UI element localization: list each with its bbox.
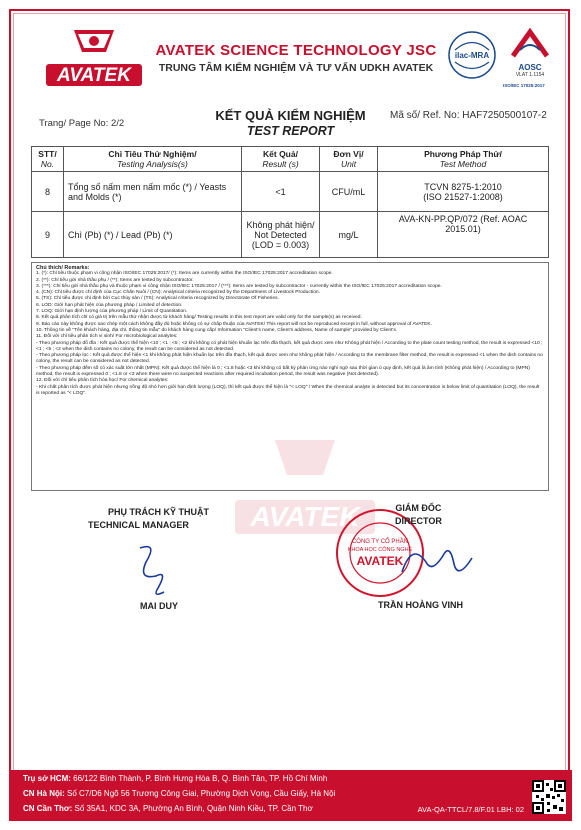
ilac-mra-logo — [447, 30, 497, 80]
remarks-box — [31, 262, 549, 491]
form-code: AVA-QA-TTCL/7.8/F.01 LBH: 02 — [417, 805, 524, 814]
avatek-logo — [44, 22, 144, 104]
cell-method: TCVN 8275-1:2010 (ISO 21527-1:2008) — [378, 172, 549, 212]
table-row — [32, 212, 549, 258]
remark-line: 12. Đối với chỉ tiêu phân tích hóa học/ For chemical analytes: — [36, 378, 169, 384]
table-row — [32, 172, 549, 212]
company-name: AVATEK SCIENCE TECHNOLOGY JSC — [155, 42, 437, 59]
director-signature — [392, 532, 482, 592]
remark-line: 1. (*): Chỉ tiêu thuộc phạm vi công nhận ISO/IEC 17025:2017/ (*): Items are currently within the ISO/IEC 17025:2017 accreditation scope. — [36, 271, 333, 277]
accred-caption: ISO/IEC 17025:2017 — [503, 83, 545, 88]
watermark-text: AVATEK — [250, 501, 360, 532]
cell-unit: mg/L — [320, 212, 378, 258]
company-subtitle: TRUNG TÂM KIỂM NGHIỆM VÀ TƯ VẤN UDKH AVATEK — [158, 62, 434, 74]
results-table — [31, 146, 549, 258]
technical-manager-name: MAI DUY — [140, 601, 178, 611]
aosc-code: VLAT 1.1154 — [515, 72, 545, 78]
technical-manager-title: PHỤ TRÁCH KỸ THUẬT TECHNICAL MANAGER — [88, 507, 209, 530]
cell-no: 9 — [32, 212, 64, 258]
cell-result: Không phát hiện/ Not Detected (LOD = 0.003) — [242, 212, 320, 258]
cell-method: AVA-KN-PP.QP/072 (Ref. AOAC 2015.01) — [378, 212, 549, 258]
table-header-row — [32, 147, 549, 172]
remark-line: 2. (**): Chỉ tiêu gửi nhà thầu phụ / (**): Items are tested by subcontractor. — [36, 277, 194, 283]
remark-line: 8. Kết quả phân tích chỉ có giá trị trên mẫu thử nhận được từ khách hàng/ Testing results in this test report are valid only for the sample(s) as received. — [36, 315, 362, 321]
remark-line: 11. Đối với chỉ tiêu phân tích vi sinh/ For microbiological analytes: — [36, 334, 178, 340]
remark-line: 10. Thông tin về "Tên khách hàng, địa chỉ, thông tin mẫu" do khách hàng cung cấp/ Information "Client's name, Client's address, Name of sample" provided by Client's. — [36, 327, 398, 333]
report-title-vn: KẾT QUẢ KIỂM NGHIỆM — [215, 108, 366, 123]
page-number: Trang/ Page No: 2/2 — [39, 118, 125, 129]
logo-text: AVATEK — [57, 65, 131, 86]
aosc-logo — [500, 28, 560, 88]
remark-line: - Theo phương pháp lọc : Kết quả được thể hiện <1 khi không phát hiện khuẩn lạc trên đĩa thạch, kết quả được xem như không phát hiện / According to the membrane filter method, the result is expressed <1 when the dish contains no colony, the result can be considered as not detected. — [36, 353, 543, 365]
cell-no: 8 — [32, 172, 64, 212]
footer-bar — [9, 770, 572, 821]
ilac-label: ilac-MRA — [454, 51, 490, 60]
report-title-en: TEST REPORT — [246, 124, 335, 138]
footer-ct: CN Cần Thơ: Số 35A1, KDC 3A, Phường An Bình, Quận Ninh Kiều, TP. Cần Thơ — [23, 804, 313, 813]
col-header-no: STT/ No. — [32, 147, 64, 172]
director-title: GIÁM ĐỐC DIRECTOR — [395, 503, 442, 526]
cell-result: <1 — [242, 172, 320, 212]
aosc-mark-icon — [505, 28, 555, 58]
footer-hcm: Trụ sở HCM: 66/122 Bình Thành, P. Bình Hưng Hòa B, Q. Bình Tân, TP. Hồ Chí Minh — [23, 774, 328, 783]
remark-line: 7. LOQ: Giới hạn định lượng của phương pháp / Limit of Quantitation. — [36, 309, 188, 315]
cell-unit: CFU/mL — [320, 172, 378, 212]
qr-code-icon — [532, 780, 566, 814]
technical-manager-signature — [128, 540, 188, 600]
col-header-analysis: Chỉ Tiêu Thử Nghiệm/ Testing Analysis(s) — [64, 147, 242, 172]
remarks-title: Chú thích/ Remarks: — [36, 265, 90, 271]
director-name: TRẦN HOÀNG VINH — [378, 600, 463, 610]
remark-line: - Theo phương pháp đổ đĩa : Kết quả được thể hiện <10 ; <1 ; <5 ; <2 khi không có phát hiện khuẩn lạc trên đĩa thạch, kết quả được xem như Không phát hiện / According to the plate count testing method, the result is expressed <10 ; <1 ; <5 ; <2 when the dish contains no colony, the result can be considered as not detected. — [36, 340, 543, 352]
col-header-unit: Đơn Vị/ Unit — [320, 147, 378, 172]
remark-line: - Khi chất phân tích được phát hiện nhưng nồng độ nhỏ hơn giới hạn định lượng (LOQ), thì kết quả được thể hiện là "< LOQ" / When the chemical analyte is detected but its concentration is below limit of quantitation (LOQ), the result is reported as "< LOQ". — [36, 384, 540, 396]
remark-line: - Theo phương pháp đếm số có xác suất lớn nhất (MPN): Kết quả được thể hiện là 0 ; <1.8 hoặc <3 khi không có bất kỳ phản ứng nào nghi ngờ sau thời gian ủ quy định, kết quả là âm tính (Không phát hiện) / According to (MPN) method, the result is expressed 0 ; <1.8 or <3 when there were no suspected reactions after required incubation period, the result was negative (Not detected). — [36, 365, 530, 378]
svg-text:KHOA HỌC CÔNG NGHỆ: KHOA HỌC CÔNG NGHỆ — [347, 547, 413, 553]
remark-line: 3. (***): Chỉ tiêu gửi nhà thầu phụ và thuộc phạm vi công nhận ISO/IEC 17025:2017 / (***): Items are tested by subcontractor - currently within the ISO/IEC 17025:2017 accreditation scope. — [36, 283, 442, 289]
remark-line: 4. (CN): Chỉ tiêu được chỉ định của Cục Chăn Nuôi / (CN): Analytical criteria recognized by the Department of Livestock Production. — [36, 290, 321, 296]
reference-number: Mã số/ Ref. No: HAF7250500107-2 — [390, 110, 547, 121]
aosc-label: AOSC — [518, 63, 542, 72]
col-header-result: Kết Quả/ Result (s) — [242, 147, 320, 172]
stamp-brand: AVATEK — [356, 554, 404, 568]
remark-line: 9. Báo cáo này không được sao chép một cách không đầy đủ hoặc không có sự chấp thuận của AVATEK/ This report will not be reproduced except in full, without approval of AVATEK. — [36, 321, 432, 327]
remark-line: 6. LOD: Giới hạn phát hiện của phương pháp / Limited of detection. — [36, 302, 183, 308]
cell-analysis: Chì (Pb) (*) / Lead (Pb) (*) — [64, 212, 242, 258]
svg-text:CÔNG TY CỔ PHẦN: CÔNG TY CỔ PHẦN — [351, 539, 409, 545]
remark-line: 5. (TS): Chỉ tiêu được chỉ định bởi Cục thủy sản / (TS): Analytical criteria recognized by Directorate Of Fisheries. — [36, 296, 279, 302]
cell-analysis: Tổng số nấm men nấm mốc (*) / Yeasts and Molds (*) — [64, 172, 242, 212]
company-block — [146, 42, 446, 74]
col-header-method: Phương Pháp Thử/ Test Method — [378, 147, 549, 172]
footer-hn: CN Hà Nội: Số C7/D6 Ngõ 56 Trương Công Giai, Phường Dịch Vọng, Cầu Giấy, Hà Nội — [23, 789, 336, 798]
